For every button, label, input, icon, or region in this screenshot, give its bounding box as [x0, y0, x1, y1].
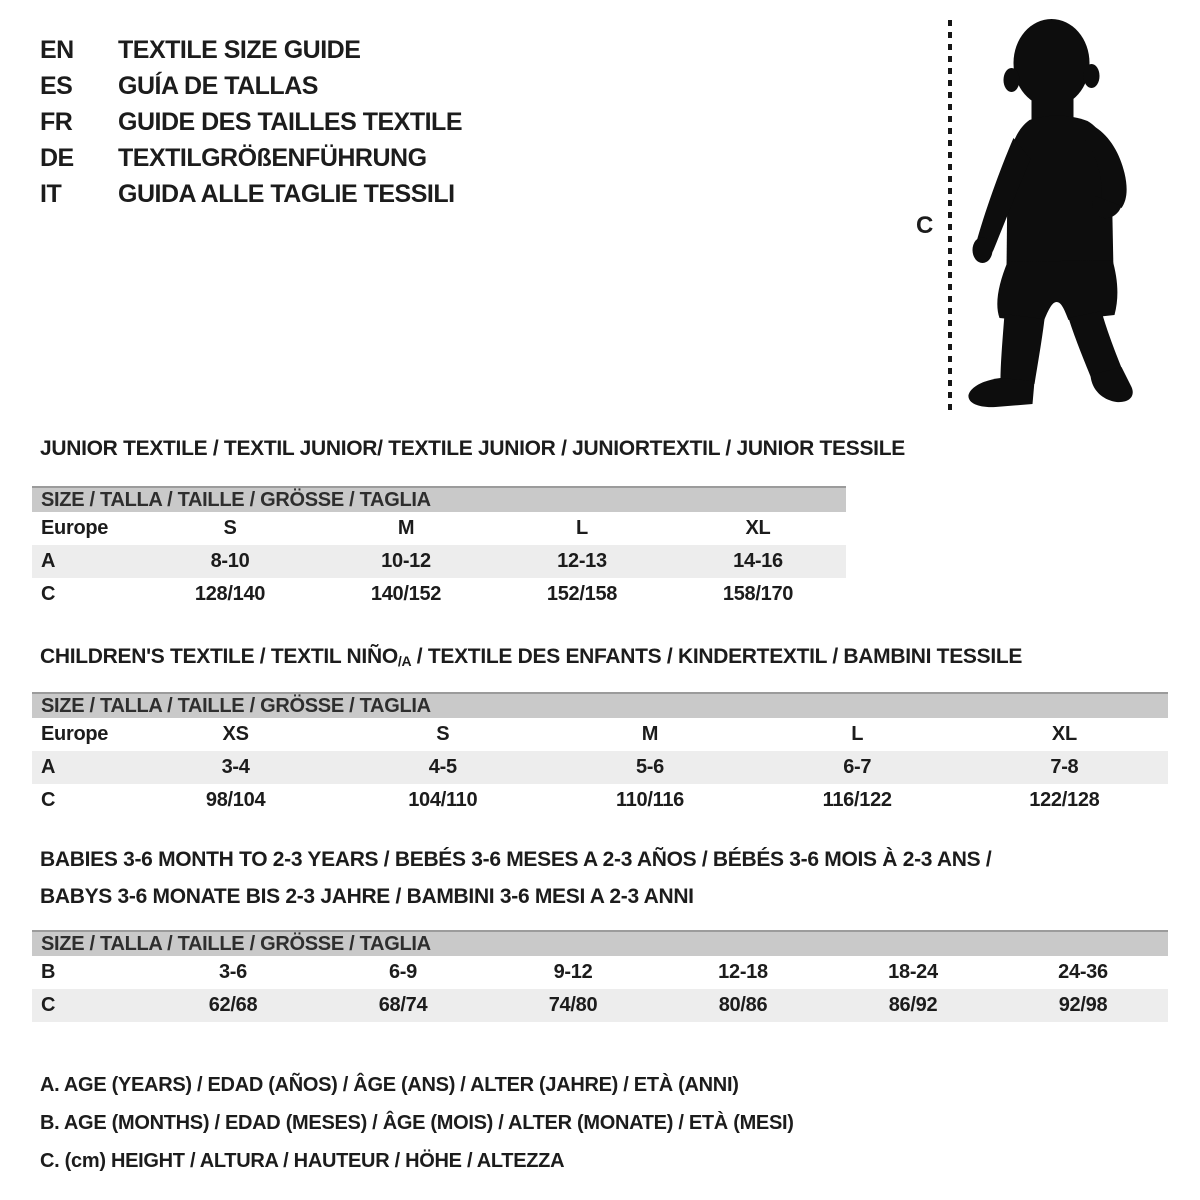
lang-title-de: TEXTILGRÖßENFÜHRUNG — [118, 144, 427, 172]
legend-line-b: B. AGE (MONTHS) / EDAD (MESES) / ÂGE (MOIS) / ALTER (MONATE) / ETÀ (MESI) — [40, 1112, 794, 1134]
cell: 10-12 — [381, 550, 431, 572]
cell: 68/74 — [378, 994, 428, 1016]
row-label: A — [41, 550, 56, 572]
cell: 8-10 — [210, 550, 250, 572]
cell: 12-13 — [557, 550, 607, 572]
cell: 92/98 — [1058, 994, 1108, 1016]
babies-size-header-bar: SIZE / TALLA / TAILLE / GRÖSSE / TAGLIA — [32, 930, 1168, 956]
cell: 3-6 — [218, 961, 247, 983]
cell: 86/92 — [888, 994, 938, 1016]
cell: 128/140 — [194, 583, 266, 605]
cell: 104/110 — [408, 789, 478, 811]
babies-section-title-line1: BABIES 3-6 MONTH TO 2-3 YEARS / BEBÉS 3-6 MESES A 2-3 AÑOS / BÉBÉS 3-6 MOIS À 2-3 ANS / — [40, 848, 992, 871]
cell: 3-4 — [221, 756, 250, 778]
row-label: Europe — [41, 723, 109, 745]
lang-title-fr: GUIDE DES TAILLES TEXTILE — [118, 108, 463, 136]
cell: 158/170 — [722, 583, 794, 605]
children-title-subscript: /A — [397, 653, 412, 669]
cell: 6-9 — [388, 961, 417, 983]
children-row-age — [32, 751, 1168, 784]
row-label: C — [41, 789, 56, 811]
children-row-europe — [32, 718, 1168, 751]
cell: 4-5 — [428, 756, 457, 778]
junior-section-title: JUNIOR TEXTILE / TEXTIL JUNIOR/ TEXTILE JUNIOR / JUNIORTEXTIL / JUNIOR TESSILE — [40, 437, 905, 460]
cell: 74/80 — [548, 994, 598, 1016]
cell: 9-12 — [553, 961, 593, 983]
lang-code-de: DE — [40, 144, 74, 172]
legend-block — [40, 1066, 794, 1180]
junior-row-europe — [32, 512, 846, 545]
junior-row-height — [32, 578, 846, 611]
lang-code-fr: FR — [40, 108, 73, 136]
babies-row-height — [32, 989, 1168, 1022]
cell: 98/104 — [205, 789, 266, 811]
children-row-height — [32, 784, 1168, 817]
babies-section-title-line2: BABYS 3-6 MONATE BIS 2-3 JAHRE / BAMBINI 3-6 MESI A 2-3 ANNI — [40, 885, 694, 908]
legend-line-c: C. (cm) HEIGHT / ALTURA / HAUTEUR / HÖHE / ALTEZZA — [40, 1150, 565, 1172]
lang-code-it: IT — [40, 180, 62, 208]
cell: 110/116 — [615, 789, 684, 811]
cell: 140/152 — [370, 583, 442, 605]
row-label: A — [41, 756, 56, 778]
children-title-part2: / TEXTILE DES ENFANTS / KINDERTEXTIL / BAMBINI TESSILE — [411, 645, 1023, 668]
cell: L — [851, 723, 864, 745]
babies-row-months — [32, 956, 1168, 989]
cell: L — [576, 517, 588, 539]
lang-title-it: GUIDA ALLE TAGLIE TESSILI — [118, 180, 455, 208]
cell: 5-6 — [635, 756, 664, 778]
babies-size-table — [32, 930, 1168, 1022]
junior-size-header-bar: SIZE / TALLA / TAILLE / GRÖSSE / TAGLIA — [32, 486, 846, 512]
lang-title-en: TEXTILE SIZE GUIDE — [118, 36, 361, 64]
cell: 18-24 — [888, 961, 938, 983]
cell: 14-16 — [733, 550, 783, 572]
lang-code-en: EN — [40, 36, 74, 64]
cell: M — [397, 517, 415, 539]
cell: M — [641, 723, 659, 745]
row-label: C — [41, 994, 56, 1016]
cell: 24-36 — [1058, 961, 1108, 983]
cell: S — [436, 723, 450, 745]
cell: 122/128 — [1029, 789, 1100, 811]
cell: 152/158 — [546, 583, 618, 605]
height-measure-label: C — [916, 212, 934, 239]
cell: 6-7 — [843, 756, 872, 778]
lang-row-it — [40, 176, 462, 212]
cell: XL — [1051, 723, 1077, 745]
row-label: Europe — [41, 517, 109, 539]
lang-title-es: GUÍA DE TALLAS — [118, 72, 318, 100]
cell: 12-18 — [718, 961, 768, 983]
children-size-header-bar: SIZE / TALLA / TAILLE / GRÖSSE / TAGLIA — [32, 692, 1168, 718]
children-title-part1: CHILDREN'S TEXTILE / TEXTIL NIÑO — [40, 645, 398, 668]
lang-row-es — [40, 68, 462, 104]
cell: 7-8 — [1050, 756, 1079, 778]
lang-row-de — [40, 140, 462, 176]
cell: XS — [222, 723, 249, 745]
lang-row-en — [40, 32, 462, 68]
junior-row-age — [32, 545, 846, 578]
language-title-block — [40, 32, 462, 212]
junior-size-table — [32, 486, 846, 611]
cell: S — [223, 517, 237, 539]
cell: 80/86 — [718, 994, 768, 1016]
toddler-silhouette-image — [963, 18, 1139, 416]
children-section-title — [40, 644, 1022, 674]
row-label: B — [41, 961, 56, 983]
lang-code-es: ES — [40, 72, 73, 100]
cell: 62/68 — [208, 994, 258, 1016]
legend-line-a: A. AGE (YEARS) / EDAD (AÑOS) / ÂGE (ANS) / ALTER (JAHRE) / ETÀ (ANNI) — [40, 1074, 739, 1096]
cell: XL — [745, 517, 771, 539]
children-size-table — [32, 692, 1168, 817]
cell: 116/122 — [822, 789, 892, 811]
height-measure-dashed-line — [948, 20, 952, 416]
row-label: C — [41, 583, 56, 605]
lang-row-fr — [40, 104, 462, 140]
